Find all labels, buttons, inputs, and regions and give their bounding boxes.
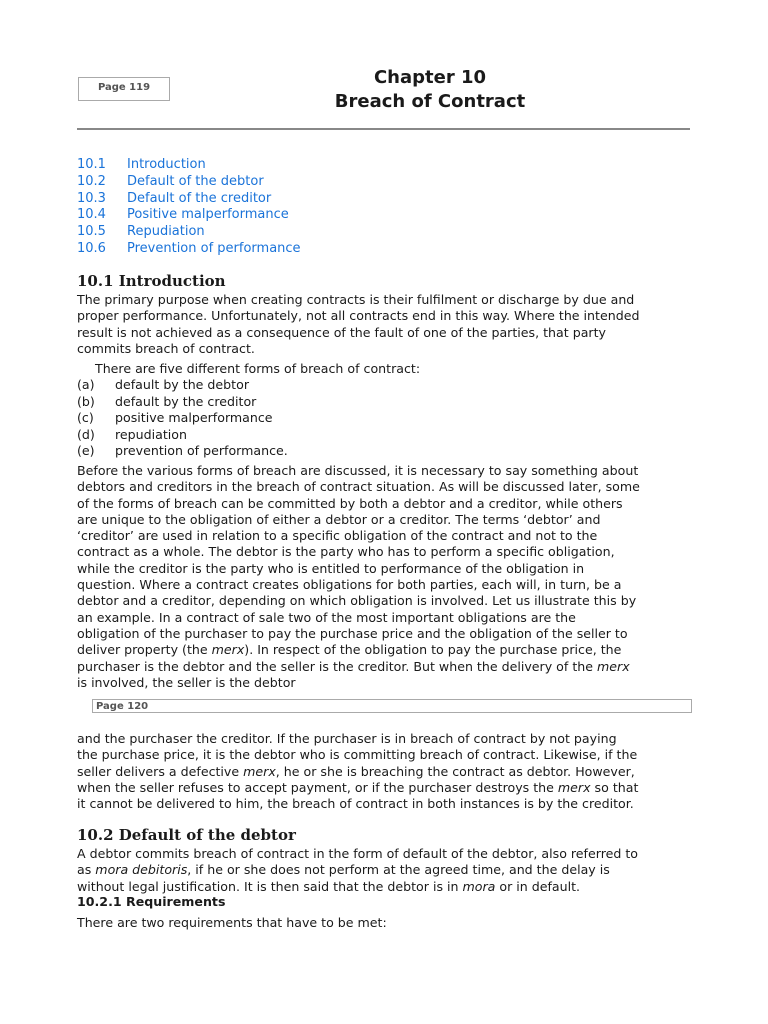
- debtor-default-paragraph: A debtor commits breach of contract in the form of default of the debtor, also referred to as mora debitoris, if he or she does not perform at the agreed time, and the delay is without legal justification. It is then said that the debtor is in mora or in default.: [77, 846, 638, 894]
- toc-link-intro[interactable]: 10.1 Introduction: [77, 157, 206, 172]
- requirements-paragraph: There are two requirements that have to be met:: [77, 915, 387, 930]
- list-intro: There are five different forms of breach of contract:: [95, 361, 421, 376]
- list-item: (a) default by the debtor: [77, 377, 249, 393]
- page-number-label: Page 119: [78, 77, 170, 101]
- toc-link-repudiation[interactable]: 10.5 Repudiation: [77, 224, 205, 240]
- section-heading-intro: 10.1 Introduction: [77, 272, 226, 290]
- toc-link-creditor[interactable]: 10.3 Default of the creditor: [77, 190, 272, 206]
- list-item: (b) default by the creditor: [77, 393, 257, 409]
- debtor-creditor-paragraph: Before the various forms of breach are discussed, it is necessary to say something about debtors and creditors in the breach of contract situation. As will be discussed later, some of the forms of breach can be committed by both a debtor and a creditor, while others are unique to the obligation of either a debtor or a creditor. The terms ‘debtor’ and ‘creditor’ are used in relation to a specific obligation of the contract and not to the contract as a whole. The debtor is the party who has to perform a specific obligation, while the creditor is the party who is entitled to performance of the obligation in question. Where a contract creates obligations for both parties, each will, in turn, be a debtor and a creditor, depending on which obligation is involved. Let us illustrate this by an example. In a contract of sale two of the most important obligations are the obligation of the purchaser to pay the purchase price and the obligation of the seller to deliver property (the merx). In respect of the obligation to pay the purchase price, the purchaser is the debtor and the seller is the creditor. But when the delivery of the merx is involved, the seller is the debtor: [77, 463, 640, 690]
- chapter-title: Breach of Contract: [334, 91, 526, 112]
- list-item: (c) positive malperformance: [77, 410, 273, 426]
- toc-link-malperformance[interactable]: 10.4 Positive malperformance: [77, 207, 289, 223]
- subsection-heading-requirements: 10.2.1 Requirements: [77, 894, 226, 909]
- page-number-label: Page 120: [92, 699, 692, 713]
- chapter-number: Chapter 10: [373, 67, 487, 88]
- continued-paragraph: and the purchaser the creditor. If the purchaser is in breach of contract by not paying the purchase price, it is the debtor who is committing breach of contract. Likewise, if the seller delivers a defective merx, he or she is breaching the contract as debtor. However, when the seller refuses to accept payment, or if the purchaser destroys the merx so that it cannot be delivered to him, the breach of contract in both instances is by the creditor.: [77, 731, 639, 812]
- list-item: (d) repudiation: [77, 426, 187, 442]
- header-divider: [77, 128, 690, 130]
- table-of-contents: [77, 157, 477, 258]
- list-item: (e) prevention of performance.: [77, 443, 288, 459]
- breach-forms-list: [77, 361, 690, 460]
- toc-link-prevention[interactable]: 10.6 Prevention of performance: [77, 240, 301, 256]
- section-heading-debtor-default: 10.2 Default of the debtor: [77, 826, 296, 844]
- toc-link-debtor[interactable]: 10.2 Default of the debtor: [77, 173, 264, 189]
- intro-paragraph: The primary purpose when creating contracts is their fulfilment or discharge by due and proper performance. Unfortunately, not all contracts end in this way. Where the intended result is not achieved as a consequence of the fault of one of the parties, that party commits breach of contract.: [77, 292, 640, 356]
